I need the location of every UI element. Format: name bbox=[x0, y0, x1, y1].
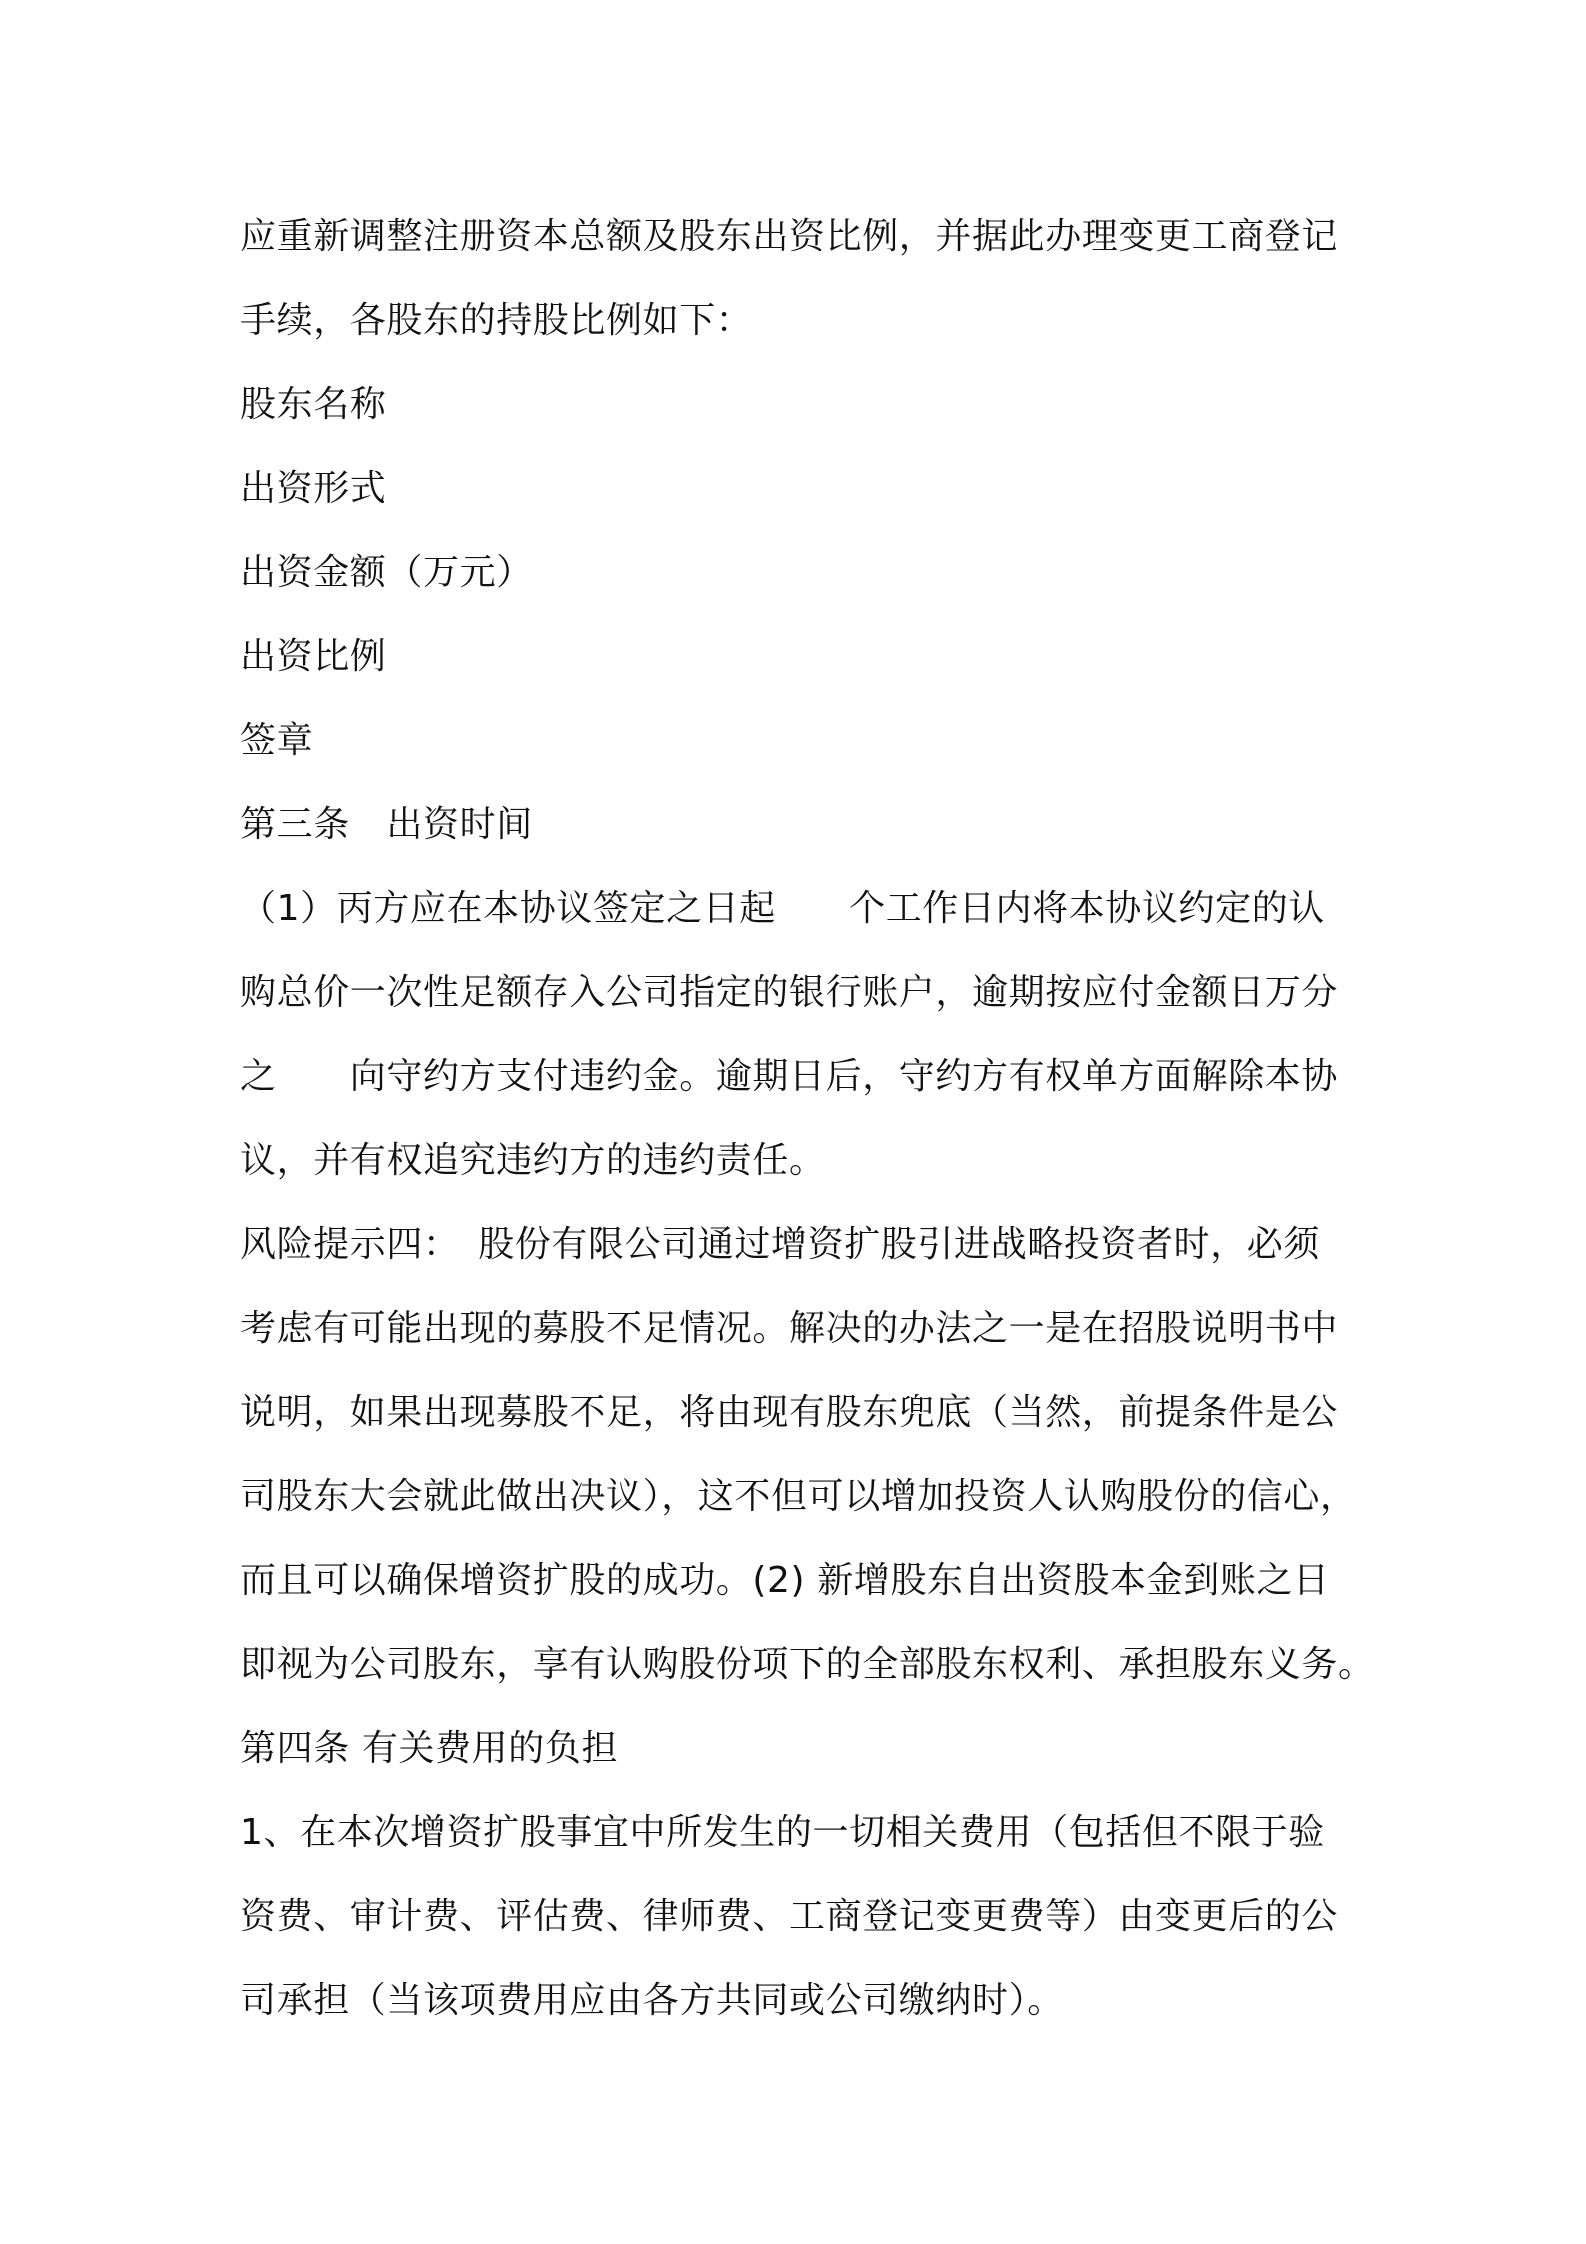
risk-note-line: 说明，如果出现募股不足，将由现有股东兜底（当然，前提条件是公 bbox=[240, 1392, 1339, 1433]
paragraph-line: 议，并有权追究违约方的违约责任。 bbox=[240, 1140, 826, 1181]
paragraph-line: 而且可以确保增资扩股的成功。(2) 新增股东自出资股本金到账之日 bbox=[240, 1560, 1330, 1601]
table-field-label: 出资形式 bbox=[240, 468, 387, 509]
paragraph-line: 司承担（当该项费用应由各方共同或公司缴纳时）。 bbox=[240, 1980, 1064, 2021]
risk-note-line: 风险提示四： 股份有限公司通过增资扩股引进战略投资者时，必须 bbox=[240, 1224, 1321, 1265]
article-heading: 第三条 出资时间 bbox=[240, 804, 533, 845]
table-field-label: 出资金额（万元） bbox=[240, 552, 533, 593]
paragraph-line: （1）丙方应在本协议签定之日起 个工作日内将本协议约定的认 bbox=[240, 888, 1325, 929]
risk-note-line: 司股东大会就此做出决议），这不但可以增加投资人认购股份的信心， bbox=[240, 1476, 1357, 1517]
paragraph-line: 手续，各股东的持股比例如下： bbox=[240, 300, 753, 341]
table-field-label: 出资比例 bbox=[240, 636, 387, 677]
paragraph-line: 购总价一次性足额存入公司指定的银行账户，逾期按应付金额日万分 bbox=[240, 972, 1339, 1013]
paragraph-line: 之 向守约方支付违约金。逾期日后，守约方有权单方面解除本协 bbox=[240, 1056, 1339, 1097]
risk-note-line: 考虑有可能出现的募股不足情况。解决的办法之一是在招股说明书中 bbox=[240, 1308, 1339, 1349]
paragraph-line: 应重新调整注册资本总额及股东出资比例，并据此办理变更工商登记 bbox=[240, 216, 1339, 257]
paragraph-line: 即视为公司股东，享有认购股份项下的全部股东权利、承担股东义务。 bbox=[240, 1644, 1375, 1685]
table-field-label: 股东名称 bbox=[240, 384, 387, 425]
article-heading: 第四条 有关费用的负担 bbox=[240, 1728, 619, 1769]
paragraph-line: 资费、审计费、评估费、律师费、工商登记变更费等）由变更后的公 bbox=[240, 1896, 1339, 1937]
document-page bbox=[240, 195, 1375, 2043]
table-field-label: 签章 bbox=[240, 720, 314, 761]
paragraph-line: 1、在本次增资扩股事宜中所发生的一切相关费用（包括但不限于验 bbox=[240, 1812, 1325, 1853]
